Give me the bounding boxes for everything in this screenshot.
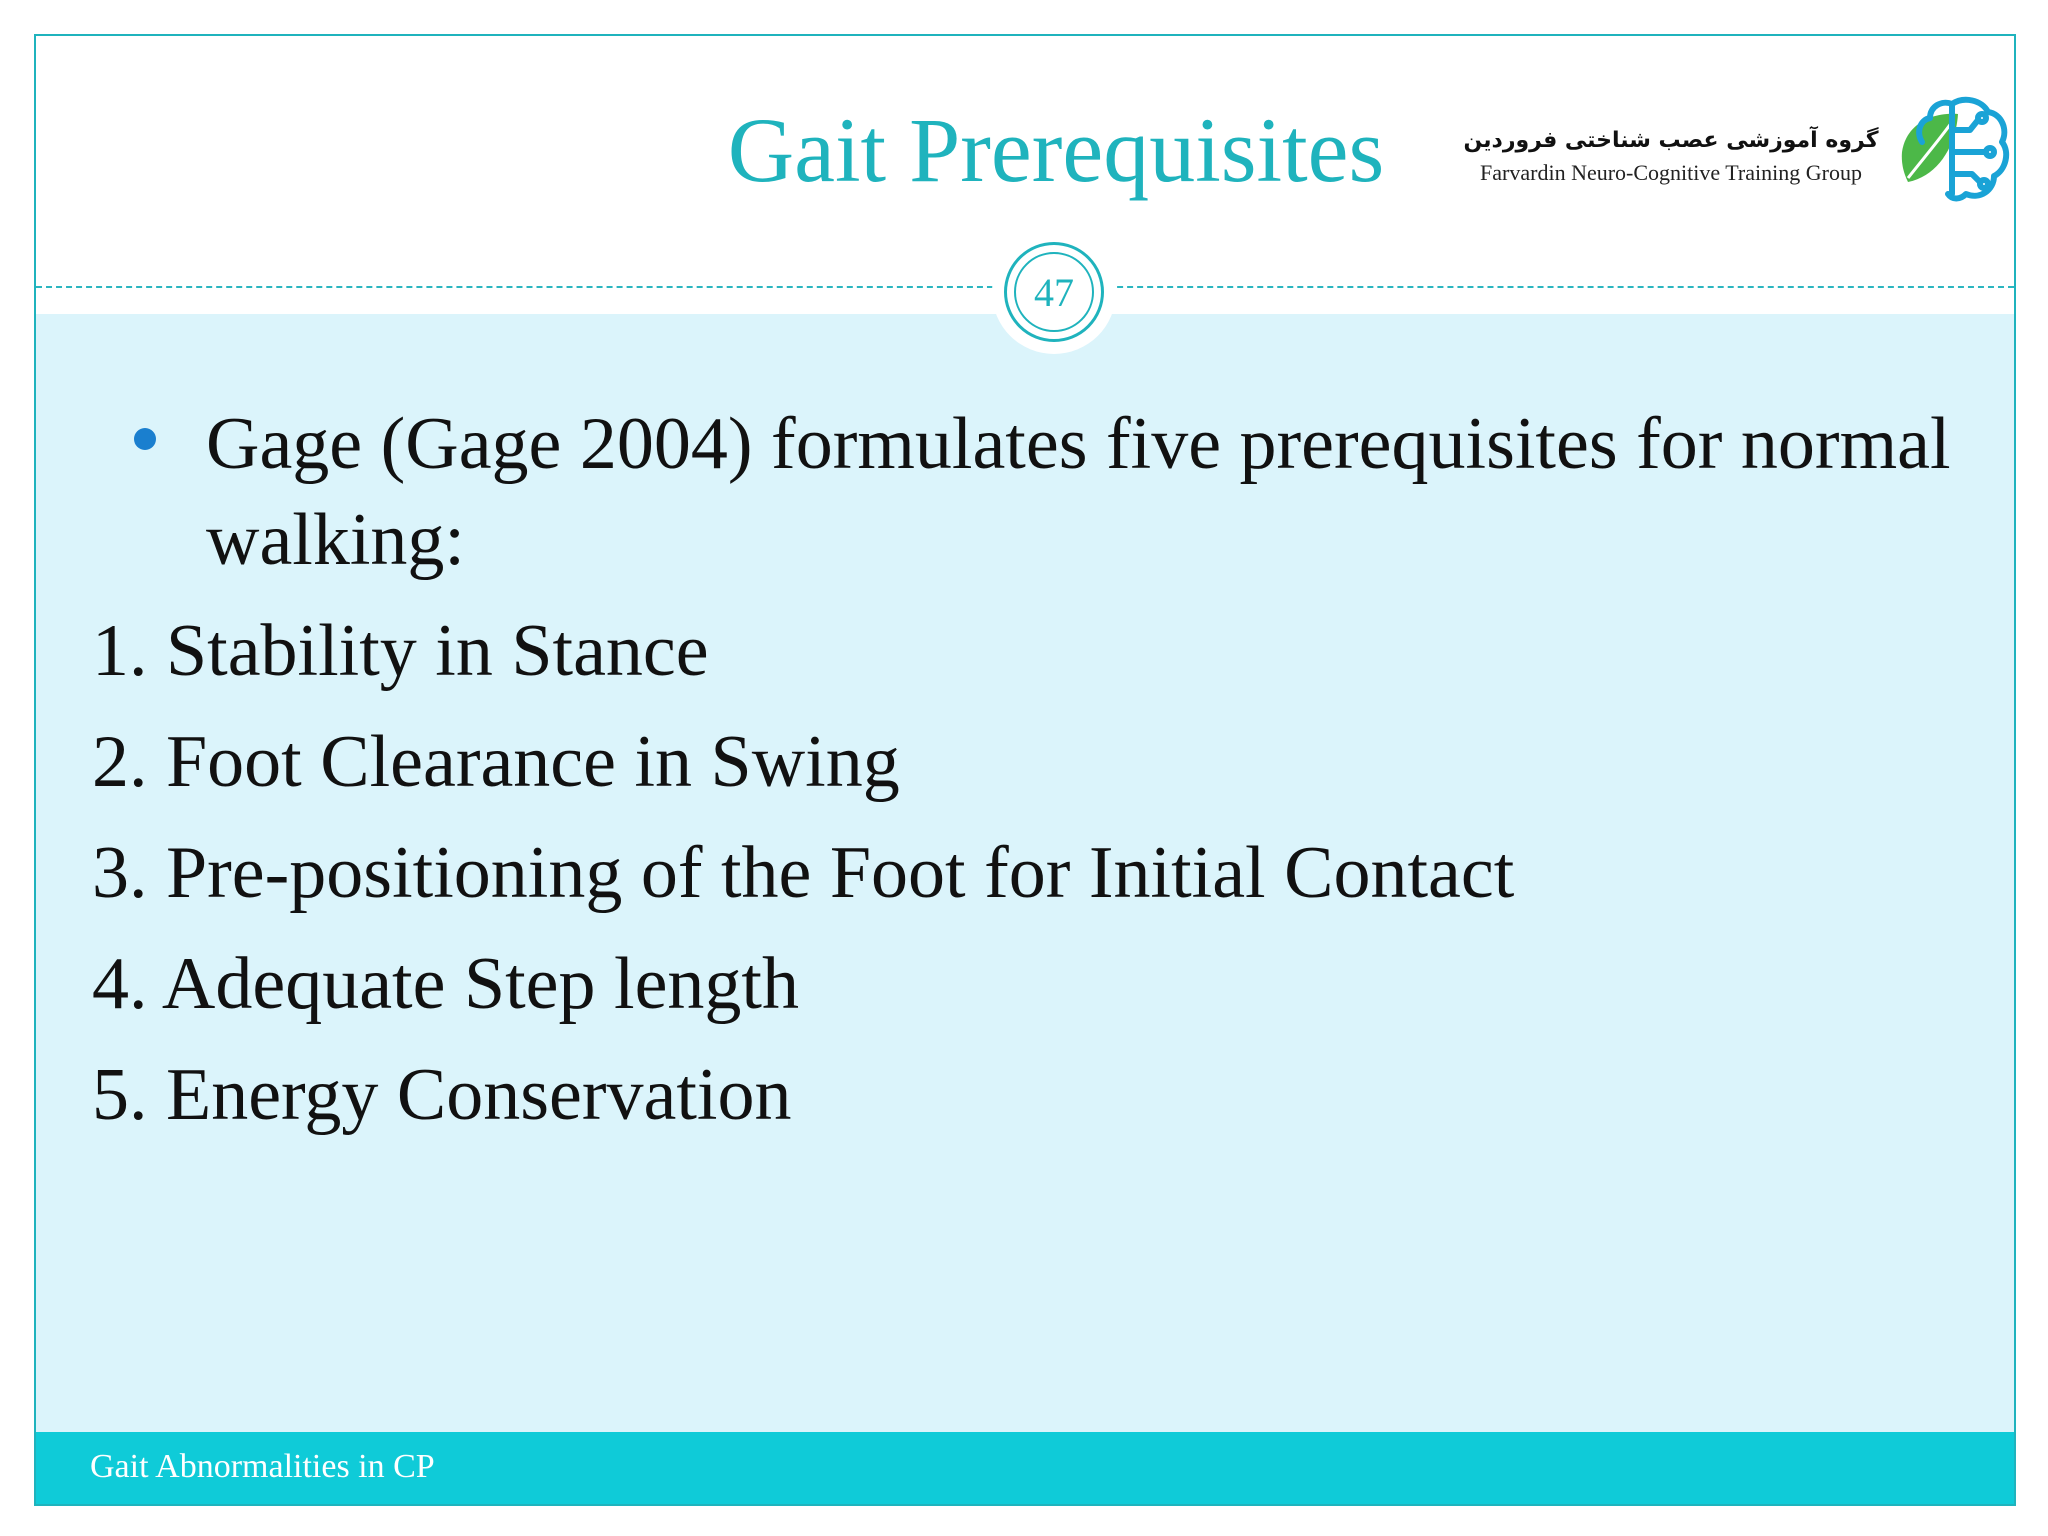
footer-text: Gait Abnormalities in CP <box>90 1448 435 1485</box>
brain-leaf-icon <box>1892 90 2012 210</box>
list-item: 1. Stability in Stance <box>92 610 709 692</box>
prerequisites-list <box>92 596 1972 1151</box>
intro-text: Gage (Gage 2004) formulates five prerequisites for normal walking: <box>206 403 1951 581</box>
logo-text <box>1456 128 1886 187</box>
list-item: 4. Adequate Step length <box>92 943 799 1025</box>
slide-title: Gait Prerequisites <box>727 99 1385 201</box>
list-item: 3. Pre-positioning of the Foot for Initial Contact <box>92 832 1515 914</box>
page-number-ring <box>1004 242 1104 342</box>
bullet-dot-icon <box>134 428 156 450</box>
page-number: 47 <box>1014 252 1094 332</box>
slide-footer <box>36 1432 2014 1504</box>
logo-name-persian: گروه آموزشی عصب شناختی فروردین <box>1463 128 1879 153</box>
list-item: 5. Energy Conservation <box>92 1054 792 1136</box>
page-number-badge <box>992 230 1116 354</box>
slide <box>34 34 2016 1506</box>
logo-name-english: Farvardin Neuro-Cognitive Training Group <box>1480 160 1862 186</box>
list-item: 2. Foot Clearance in Swing <box>92 721 900 803</box>
